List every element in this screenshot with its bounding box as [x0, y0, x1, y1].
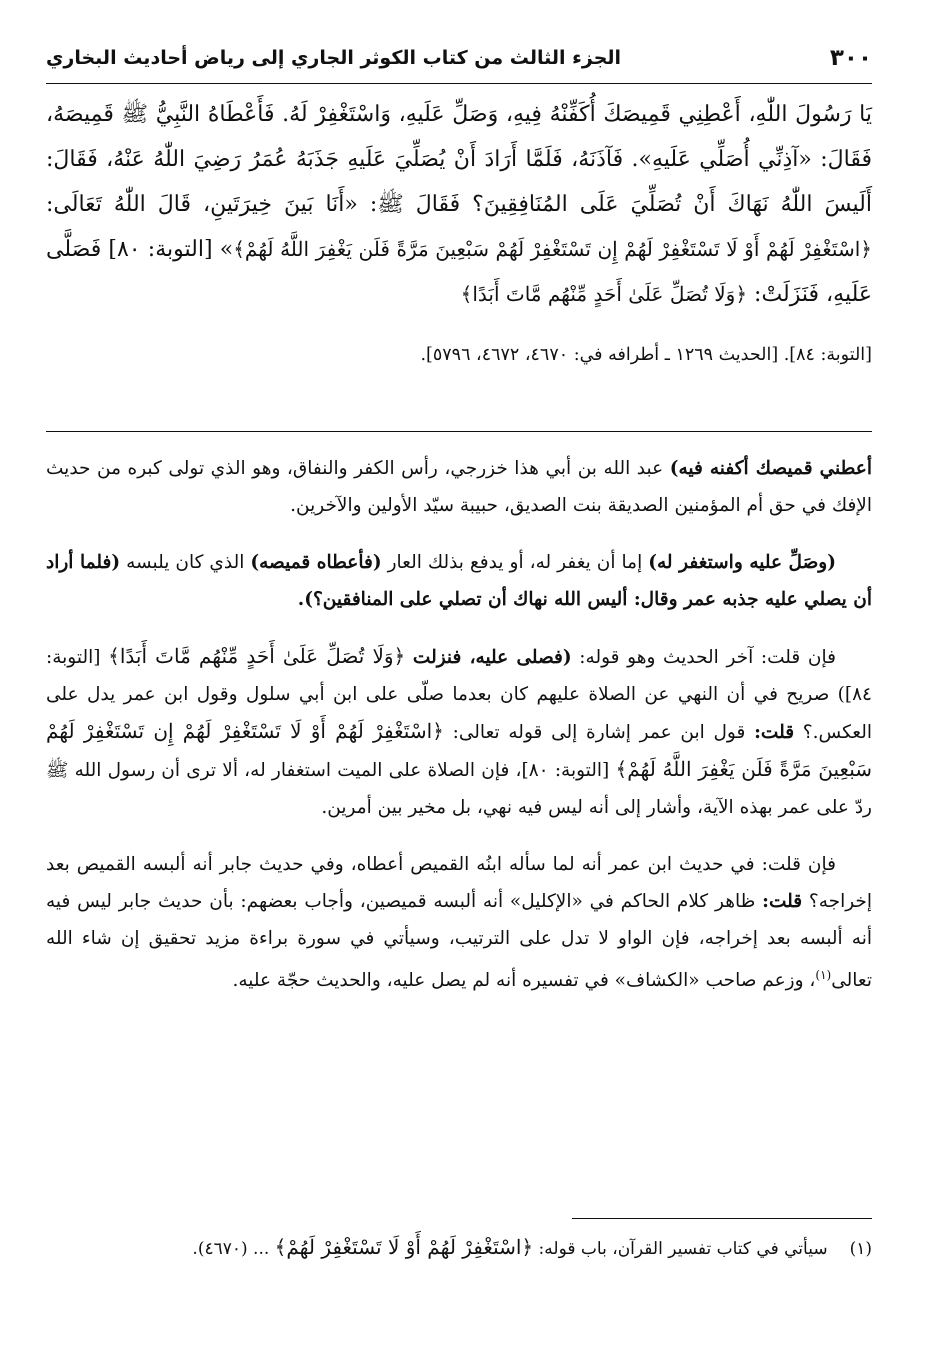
bold-quote: (وصَلِّ عليه واستغفر له) — [648, 552, 836, 573]
quran-verse: ﴿اسْتَغْفِرْ لَهُمْ أَوْ لَا تَسْتَغْفِرْ لَهُمْ إِن تَسْتَغْفِرْ لَهُمْ سَبْعِينَ مَرَّةً فَلَن يَغْفِرَ اللَّهُ لَهُمْ﴾ — [46, 719, 872, 781]
footnote-divider — [572, 1218, 872, 1219]
bold-quote: (فصلى عليه، فنزلت — [412, 647, 572, 668]
hadith-part-2: » [التوبة: ٨٠] فَصَلَّى عَلَيهِ، فَنَزَلَتْ: — [46, 237, 872, 307]
bold-quote: أعطني قميصك أكفنه فيه) — [669, 458, 872, 479]
footnote-reference[interactable]: (١) — [815, 968, 832, 982]
hadith-reference: [التوبة: ٨٤]. [الحديث ١٢٦٩ ـ أطرافه في: ٤٦٧٠، ٤٦٧٢، ٥٧٩٦]. — [420, 345, 872, 365]
bold-quote: (فأعطاه قميصه) — [250, 552, 382, 573]
quran-verse: ﴿اسْتَغْفِرْ لَهُمْ أَوْ لَا تَسْتَغْفِرْ لَهُمْ إِن تَسْتَغْفِرْ لَهُمْ سَبْعِينَ مَرَّةً فَلَن يَغْفِرَ اللَّهُ لَهُمْ﴾ — [233, 237, 872, 261]
quran-verse: ﴿وَلَا تُصَلِّ عَلَىٰ أَحَدٍ مِّنْهُم مَّاتَ أَبَدًا﴾ — [108, 644, 406, 668]
qult-label: قلت: — [762, 891, 803, 912]
page-header — [46, 38, 872, 78]
commentary-paragraph: أعطني قميصك أكفنه فيه) عبد الله بن أبي هذا خزرجي، رأس الكفر والنفاق، وهو الذي تولى كبره من حديث الإفك في حق أم المؤمنين الصديقة بنت الصديق، حبيبة سيّد الأولين والآخرين. — [46, 458, 872, 516]
hadith-part-1: يَا رَسُولَ اللّٰهِ، أَعْطِنِي قَمِيصَكَ أُكَفِّنْهُ فِيهِ، وَصَلِّ عَلَيهِ، وَاسْتَغْفِرْ لَهُ. فَأَعْطَاهُ النَّبِيُّ ﷺ قَمِيصَهُ، فَقَالَ: «آذِنِّي أُصَلِّي عَلَيهِ». فَآذَنَهُ، فَلَمَّا أَرَادَ أَنْ يُصَلِّيَ عَلَيهِ جَذَبَهُ عُمَرُ رَضِيَ اللّٰهُ عَنْهُ، فَقَالَ: أَلَيسَ اللّٰهُ نَهَاكَ أَنْ تُصَلِّيَ عَلَى المُنَافِقِينَ؟ فَقَالَ ﷺ: «أَنَا بَينَ خِيرَتَينِ، قَالَ اللّٰهُ تَعَالَى: — [46, 102, 872, 217]
quran-verse: ﴿وَلَا تُصَلِّ عَلَىٰ أَحَدٍ مِّنْهُم مَّاتَ أَبَدًا﴾ — [460, 282, 748, 306]
hadith-paragraph — [46, 92, 872, 317]
quran-verse: ﴿اسْتَغْفِرْ لَهُمْ أَوْ لَا تَسْتَغْفِرْ لَهُمْ﴾ — [274, 1235, 534, 1259]
book-page — [46, 0, 872, 1365]
qult-label: قلت: — [754, 722, 795, 743]
page-number: ٣٠٠ — [829, 45, 872, 71]
commentary — [46, 450, 872, 1019]
footnote-marker: (١) — [849, 1239, 872, 1259]
header-rule — [46, 83, 872, 84]
commentary-paragraph: فإن قلت: في حديث ابن عمر أنه لما سأله ابنُه القميص أعطاه، وفي حديث جابر أنه ألبسه القميص بعد إخراجه؟ قلت: ظاهر كلام الحاكم في «الإكليل» أنه ألبسه قميصين، وأجاب بعضهم: بأن حديث جابر ليس فيه أنه ألبسه بعد إخراجه، فإن الواو لا تدل على الترتيب، وسيأتي في سورة براءة مزيد تحقيق إن شاء الله تعالى$^{(١)}$، وزعم صاحب «الكشاف» في تفسيره أنه لم يصل عليه، والحديث حجّة عليه. — [46, 854, 872, 992]
commentary-divider — [46, 431, 872, 432]
commentary-paragraph: فإن قلت: آخر الحديث وهو قوله: (فصلى عليه، فنزلت ﴿وَلَا تُصَلِّ عَلَىٰ أَحَدٍ مِّنْهُم مَّاتَ أَبَدًا﴾ [التوبة: ٨٤]) صريح في أن النهي عن الصلاة عليهم كان بعدما صلّى على ابن أبي سلول وقول ابن عمر يدل على العكس.؟ قلت: قول ابن عمر إشارة إلى قوله تعالى: ﴿اسْتَغْفِرْ لَهُمْ أَوْ لَا تَسْتَغْفِرْ لَهُمْ إِن تَسْتَغْفِرْ لَهُمْ سَبْعِينَ مَرَّةً فَلَن يَغْفِرَ اللَّهُ لَهُمْ﴾ [التوبة: ٨٠]، فإن الصلاة على الميت استغفار له، ألا ترى أن رسول الله ﷺ ردّ على عمر بهذه الآية، وأشار إلى أنه ليس فيه نهي، بل مخير بين أمرين. — [46, 644, 872, 818]
commentary-paragraph: (وصَلِّ عليه واستغفر له) إما أن يغفر له، أو يدفع بذلك العار (فأعطاه قميصه) الذي كان يلبسه (فلما أراد أن يصلي عليه جذبه عمر وقال: أليس الله نهاك أن تصلي على المنافقين؟). — [46, 552, 872, 610]
running-title: الجزء الثالث من كتاب الكوثر الجاري إلى رياض أحاديث البخاري — [46, 47, 622, 69]
footnote: (١)سيأتي في كتاب تفسير القرآن، باب قوله: ﴿اسْتَغْفِرْ لَهُمْ أَوْ لَا تَسْتَغْفِرْ لَهُمْ﴾ ... (٤٦٧٠). — [192, 1235, 872, 1259]
hadith-text — [46, 92, 872, 317]
bold-quote: (فلما أراد أن يصلي عليه جذبه عمر وقال: أليس الله نهاك أن تصلي على المنافقين؟). — [46, 552, 872, 610]
